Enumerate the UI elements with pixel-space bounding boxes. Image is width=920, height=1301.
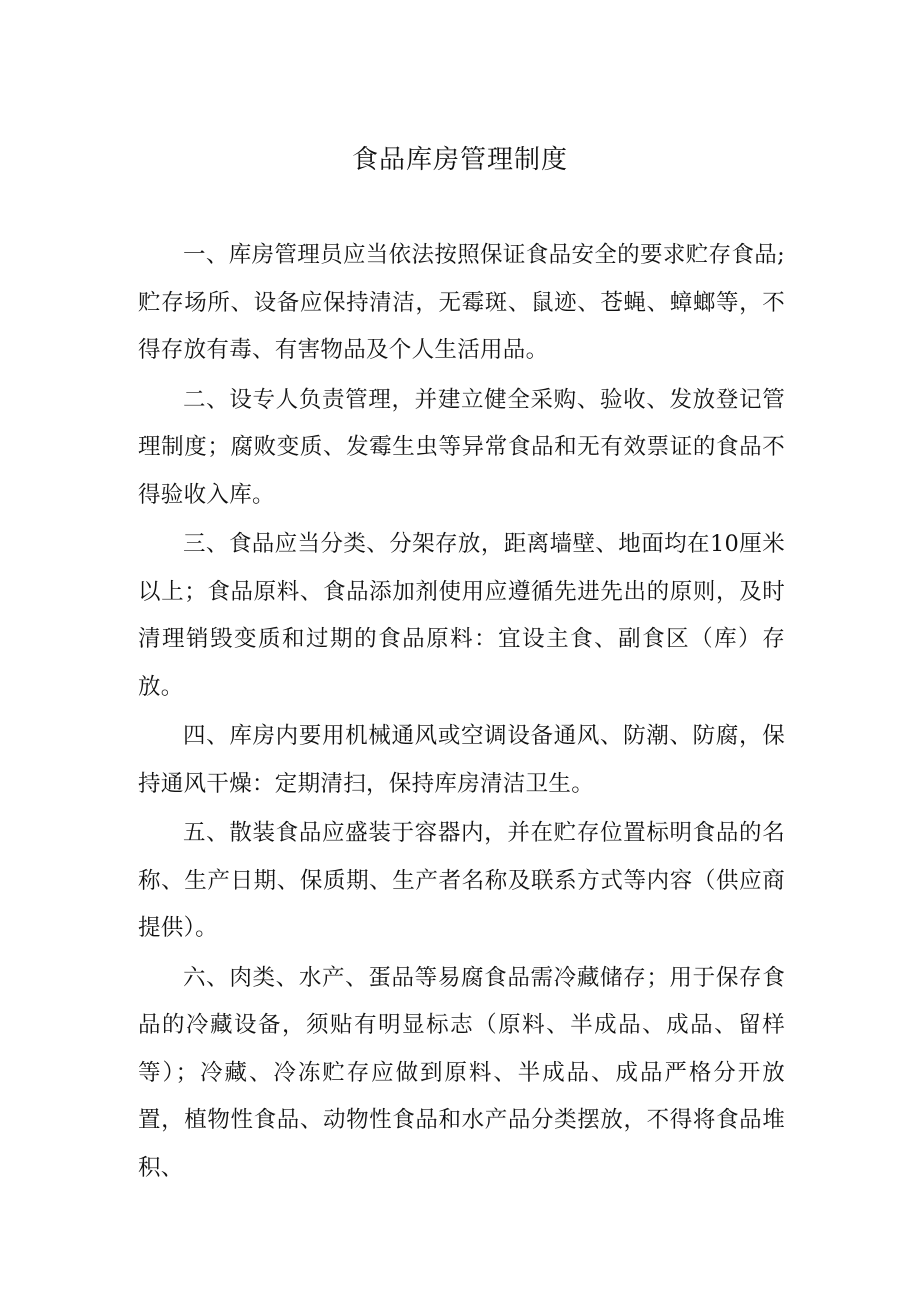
paragraph-5: 五、散装食品应盛装于容器内，并在贮存位置标明食品的名称、生产日期、保质期、生产者名称及联系方式等内容（供应商提供）。	[138, 820, 785, 941]
paragraph-3: 三、食品应当分类、分架存放，距离墙壁、地面均在10厘米以上；食品原料、食品添加剂使用应遵循先进先出的原则，及时清理销毁变质和过期的食品原料：宜设主食、副食区（库）存放。	[138, 531, 785, 700]
paragraph-4: 四、库房内要用机械通风或空调设备通风、防潮、防腐，保持通风干燥：定期清扫，保持库房清洁卫生。	[138, 723, 785, 797]
document-title: 食品库房管理制度	[351, 145, 568, 175]
paragraph-2: 二、设专人负责管理，并建立健全采购、验收、发放登记管理制度；腐败变质、发霉生虫等异常食品和无有效票证的食品不得验收入库。	[138, 386, 785, 508]
paragraph-6: 六、肉类、水产、蛋品等易腐食品需冷藏储存；用于保存食品的冷藏设备，须贴有明显标志（原料、半成品、成品、留样等）；冷藏、冷冻贮存应做到原料、半成品、成品严格分开放置，植物性食品、动物性食品和水产品分类摆放，不得将食品堆积、	[138, 964, 785, 1181]
paragraph-1: 一、库房管理员应当依法按照保证食品安全的要求贮存食品;贮存场所、设备应保持清洁，无霉斑、鼠迹、苍蝇、蟑螂等，不得存放有毒、有害物品及个人生活用品。	[138, 242, 785, 363]
document-body	[138, 232, 785, 1192]
